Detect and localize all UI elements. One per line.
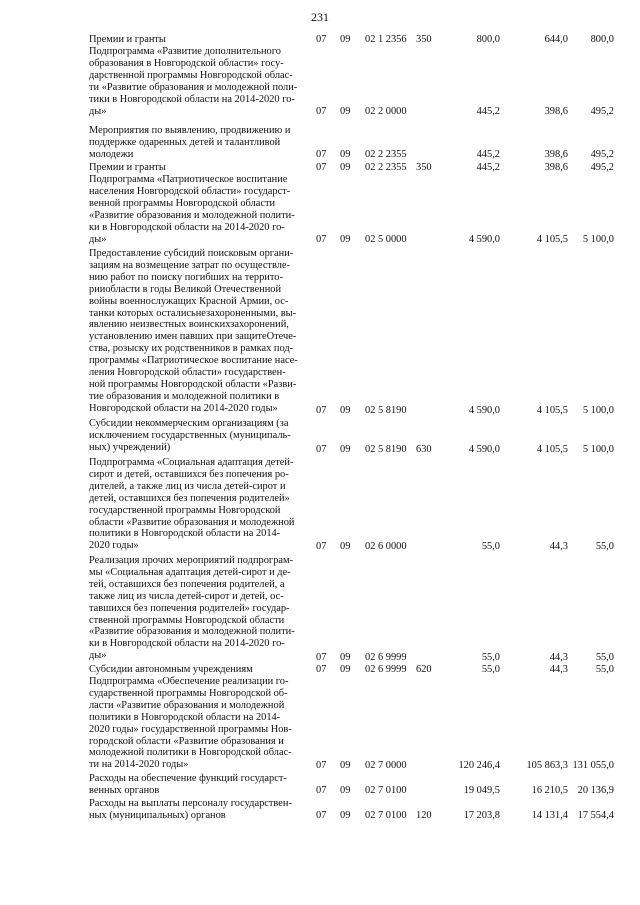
section-code: 07 xyxy=(316,541,327,552)
row-description: Расходы на выплаты персоналу государствен- ных (муниципальных) органов xyxy=(89,798,292,821)
expense-type-code: 120 xyxy=(416,810,432,821)
target-article-code: 02 2 2355 xyxy=(365,162,407,173)
subsection-code: 09 xyxy=(340,664,351,675)
amount-1: 800,0 xyxy=(476,34,500,45)
amount-1: 17 203,8 xyxy=(463,810,500,821)
row-description: Мероприятия по выявлению, продвижению и поддержке одаренных детей и талантливой молодежи xyxy=(89,125,291,160)
amount-1: 445,2 xyxy=(476,162,500,173)
subsection-code: 09 xyxy=(340,149,351,160)
section-code: 07 xyxy=(316,162,327,173)
amount-1: 4 590,0 xyxy=(468,405,500,416)
amount-3: 17 554,4 xyxy=(577,810,614,821)
row-description: Подпрограмма «Социальная адаптация детей- сирот и детей, оставшихся без попечения ро- дителей, а также лиц из числа детей-сирот и детей, оставшихся без попечения родителей» государственной программы Новгородской области «Развитие образования и молодежной политики в Новгородской области на 2014- 2020 годы» xyxy=(89,457,295,552)
amount-3: 800,0 xyxy=(590,34,614,45)
target-article-code: 02 6 0000 xyxy=(365,541,407,552)
amount-3: 55,0 xyxy=(595,541,614,552)
row-description: Подпрограмма «Обеспечение реализации го- сударственной программы Новгородской об- ласти «Развитие образования и молодежной политики в Новгородской области на 2014- 2020 годы» государственной программы Нов- городской области «Развитие образования и молодежной политики в Новгородской облас- ти на 2014-2020 годы» xyxy=(89,676,292,771)
amount-3: 55,0 xyxy=(595,664,614,675)
page-number: 231 xyxy=(311,10,329,24)
section-code: 07 xyxy=(316,405,327,416)
row-description: Субсидии автономным учреждениям xyxy=(89,664,253,675)
section-code: 07 xyxy=(316,652,327,663)
amount-3: 5 100,0 xyxy=(582,405,614,416)
amount-1: 19 049,5 xyxy=(463,785,500,796)
expense-type-code: 630 xyxy=(416,444,432,455)
amount-3: 20 136,9 xyxy=(577,785,614,796)
section-code: 07 xyxy=(316,664,327,675)
row-description: Подпрограмма «Развитие дополнительного образования в Новгородской области» госу- дарственной программы Новгородской облас- ти «Развитие образования и молодежной поли- тики в Новгородской области на 2014-2020 го- ды» xyxy=(89,46,298,117)
amount-3: 131 055,0 xyxy=(572,760,614,771)
amount-2: 4 105,5 xyxy=(536,405,568,416)
amount-2: 44,3 xyxy=(549,541,568,552)
target-article-code: 02 6 9999 xyxy=(365,652,407,663)
section-code: 07 xyxy=(316,234,327,245)
target-article-code: 02 6 9999 xyxy=(365,664,407,675)
section-code: 07 xyxy=(316,34,327,45)
subsection-code: 09 xyxy=(340,541,351,552)
subsection-code: 09 xyxy=(340,34,351,45)
amount-1: 4 590,0 xyxy=(468,234,500,245)
section-code: 07 xyxy=(316,444,327,455)
subsection-code: 09 xyxy=(340,234,351,245)
target-article-code: 02 5 8190 xyxy=(365,405,407,416)
subsection-code: 09 xyxy=(340,652,351,663)
amount-3: 495,2 xyxy=(590,106,614,117)
amount-2: 4 105,5 xyxy=(536,444,568,455)
amount-3: 495,2 xyxy=(590,162,614,173)
expense-type-code: 350 xyxy=(416,34,432,45)
subsection-code: 09 xyxy=(340,162,351,173)
row-description: Премии и гранты xyxy=(89,162,166,173)
amount-2: 644,0 xyxy=(544,34,568,45)
target-article-code: 02 7 0000 xyxy=(365,760,407,771)
amount-1: 4 590,0 xyxy=(468,444,500,455)
target-article-code: 02 7 0100 xyxy=(365,810,407,821)
amount-3: 5 100,0 xyxy=(582,444,614,455)
section-code: 07 xyxy=(316,106,327,117)
subsection-code: 09 xyxy=(340,444,351,455)
amount-2: 14 131,4 xyxy=(531,810,568,821)
amount-2: 398,6 xyxy=(544,162,568,173)
amount-1: 120 246,4 xyxy=(458,760,500,771)
row-description: Подпрограмма «Патриотическое воспитание населения Новгородской области» государст- венной программы Новгородской области «Развитие образования и молодежной полити- ки в Новгородской области на 2014-2020 го- ды» xyxy=(89,174,295,245)
expense-type-code: 350 xyxy=(416,162,432,173)
target-article-code: 02 5 8190 xyxy=(365,444,407,455)
amount-1: 55,0 xyxy=(481,541,500,552)
target-article-code: 02 2 2355 xyxy=(365,149,407,160)
amount-1: 55,0 xyxy=(481,652,500,663)
row-description: Предоставление субсидий поисковым органи- зациям на возмещение затрат по осуществле- нию работ по поиску погибших на террито- рииобласти в годы Великой Отечественной войны военнослужащих Красной Армии, ос- танки которых осталисьнезахороненными, вы- явлению неизвестных воинскихзахоронений, установлению имен павших при защитеОтече- ства, розыску их родственников в рамках под- программы «Патриотическое воспитание насе- ления Новгородской области» государствен- ной программы Новгородской области «Разви- тие образования и молодежной политики в Новгородской области на 2014-2020 годы» xyxy=(89,248,298,414)
target-article-code: 02 2 0000 xyxy=(365,106,407,117)
subsection-code: 09 xyxy=(340,106,351,117)
row-description: Реализация прочих мероприятий подпрограм- мы «Социальная адаптация детей-сирот и де- тей, оставшихся без попечения родителей, а также лиц из числа детей-сирот и детей, ос- тавшихся без попечения родителей» государ- ственной программы Новгородской области «Развитие образования и молодежной полити- ки в Новгородской области на 2014-2020 го- ды» xyxy=(89,555,295,662)
amount-2: 398,6 xyxy=(544,149,568,160)
section-code: 07 xyxy=(316,760,327,771)
amount-2: 105 863,3 xyxy=(526,760,568,771)
target-article-code: 02 1 2356 xyxy=(365,34,407,45)
amount-2: 398,6 xyxy=(544,106,568,117)
subsection-code: 09 xyxy=(340,760,351,771)
expense-type-code: 620 xyxy=(416,664,432,675)
row-description: Субсидии некоммерческим организациям (за исключением государственных (муниципаль- ных) учреждений) xyxy=(89,418,291,453)
amount-3: 55,0 xyxy=(595,652,614,663)
section-code: 07 xyxy=(316,149,327,160)
amount-3: 5 100,0 xyxy=(582,234,614,245)
section-code: 07 xyxy=(316,810,327,821)
amount-1: 445,2 xyxy=(476,106,500,117)
target-article-code: 02 5 0000 xyxy=(365,234,407,245)
subsection-code: 09 xyxy=(340,810,351,821)
amount-2: 16 210,5 xyxy=(531,785,568,796)
row-description: Расходы на обеспечение функций государст- венных органов xyxy=(89,773,287,796)
amount-1: 445,2 xyxy=(476,149,500,160)
section-code: 07 xyxy=(316,785,327,796)
amount-2: 44,3 xyxy=(549,652,568,663)
amount-3: 495,2 xyxy=(590,149,614,160)
subsection-code: 09 xyxy=(340,405,351,416)
row-description: Премии и гранты xyxy=(89,34,166,45)
amount-1: 55,0 xyxy=(481,664,500,675)
subsection-code: 09 xyxy=(340,785,351,796)
amount-2: 4 105,5 xyxy=(536,234,568,245)
amount-2: 44,3 xyxy=(549,664,568,675)
target-article-code: 02 7 0100 xyxy=(365,785,407,796)
